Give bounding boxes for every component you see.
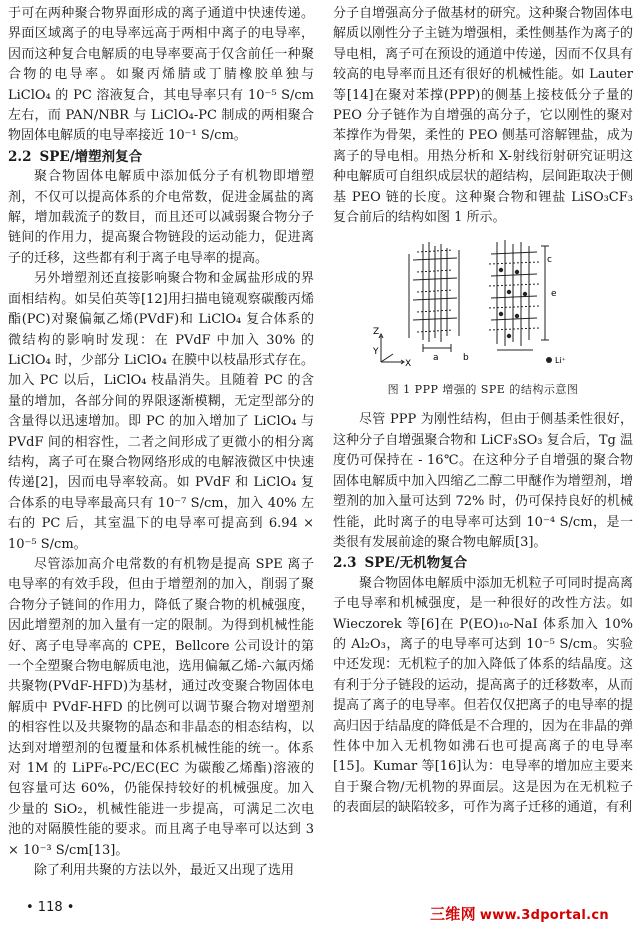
label-e: e	[551, 289, 557, 300]
section-number: 2.3	[333, 555, 357, 572]
watermark-cn: 三维网	[430, 905, 476, 923]
right-column	[333, 4, 633, 819]
label-a: a	[433, 353, 439, 364]
page-number: • 118 •	[26, 900, 75, 915]
paragraph: 除了利用共聚的方法以外，最近又出现了选用	[34, 863, 295, 879]
paragraph: 分子自增强高分子做基材的研究。这种聚合物固体电解质以刚性分子主链为增强相，柔性侧基作为离子的导电相，离子可在预设的通道中传递，因而不仅具有较高的电导率而且还有很好的机械性能。如 Lauter 等[14]在聚对苯撑(PPP)的侧基上接枝低分子量的 PEO 分子链作为自增强的高分子，它以刚性的聚对苯撑作为骨架，柔性的 PEO 侧基可溶解锂盐，成为离子的导电相。用热分析和 X-射线衍射研究证明这种电解质可自组织成层状的超结构，层间距取决于侧基 PEO 链的长度。这种聚合物和锂盐 LiSO₃CF₃ 复合前后的结构如图 1 所示。	[333, 6, 633, 226]
paragraph: 于可在两种聚合物界面形成的离子通道中快速传递。界面区域离子的电导率远高于两相中离子的电导率，因而这种复合电解质的电导率要高于仅含前任一种聚合物的电导率。如聚丙烯腈或丁腈橡胶单独与 LiClO₄ 的 PC 溶液复合，其电导率只有 10⁻⁵ S/cm 左右，而 PAN/NBR 与 LiClO₄-PC 制成的两相聚合物固体电解质的电导率接近 10⁻¹ S/cm。	[8, 6, 314, 144]
paragraph: 聚合物固体电解质中添加无机粒子可同时提高离子电导率和机械强度，是一种很好的改性方法。如 Wieczorek 等[6]在 P(EO)₁₀-NaI 体系加入 10% 的 Al₂O₃，离子的电导率可达到 10⁻⁵ S/cm。实验中还发现：无机粒子的加入降低了体系的结晶度。这有利于分子链段的运动，提高离子的迁移数率，从而提高了离子的电导率。但若仅仅把离子的电导率的提高归因于结晶度的降低是不合理的，因为在非晶的弹性体中加入无机物如沸石也可提高离子的电导率[15]。Kumar 等[16]认为：电导率的增加应主要来自于聚合物/无机物的界面层。这是因为在无机粒子的表面层的缺陷较多，可作为离子迁移的通道，有利	[333, 575, 633, 816]
axis-x-label: X	[405, 359, 412, 370]
section-title: SPE/增塑剂复合	[39, 148, 143, 165]
structure-diagram	[373, 232, 593, 376]
paragraph: 另外增塑剂还直接影响聚合物和金属盐形成的界面相结构。如吴伯英等[12]用扫描电镜观察碳酸丙烯酯(PC)对聚偏氟乙烯(PVdF)和 LiClO₄ 复合体系的微结构的影响时发现：在 PVdF 中加入 30% 的 LiClO₄ 时，少部分 LiClO₄ 在膜中以枝晶形式存在。加入 PC 以后，LiClO₄ 枝晶消失。且随着 PC 的含量的增加，各部分间的界限逐渐模糊，无定型部分的含量得以迅速增加。即 PC 的加入增加了 LiClO₄ 与 PVdF 间的相容性，二者之间形成了更微小的相分离结构，离子可在聚合物网络形成的电解液微区中快速传递[2]，因而电导率较高。如 PVdF 和 LiClO₄ 复合体系的电导率最高只有 10⁻⁷ S/cm，加入 40% 左右的 PC 后，其室温下的电导率可提高到 6.94 × 10⁻⁵ S/cm。	[8, 271, 314, 552]
axis-z-label: Z	[373, 327, 380, 338]
label-c: c	[547, 255, 552, 266]
paragraph: 尽管 PPP 为刚性结构，但由于侧基柔性很好，这种分子自增强聚合物和 LiCF₃SO₃ 复合后，Tg 温度仍可保持在 - 16℃。在这种分子自增强的聚合物固体电解质中加入四缩乙二醇二甲醚作为增塑剂，增塑剂的加入量可达到 72% 时，仍可保持良好的机械性能，此时离子的电导率可达到 10⁻⁴ S/cm，是一类很有发展前途的聚合物电解质[3]。	[333, 412, 633, 550]
axis-y-label: Y	[373, 347, 379, 358]
section-title: SPE/无机物复合	[364, 555, 468, 572]
paragraph: 聚合物固体电解质中添加低分子有机物即增塑剂，不仅可以提高体系的介电常数，促进金属盐的离解，增加载流子的数目，而且还可以减弱聚合物分子链间的作用力，提高聚合物链段的运动能力，促进离子的迁移，这些都有利于离子电导率的提高。	[8, 169, 314, 266]
label-b: b	[463, 353, 469, 364]
figure-1	[333, 232, 633, 376]
section-heading-2-3	[333, 553, 633, 573]
watermark	[430, 903, 609, 924]
li-ion-legend-marker	[546, 357, 552, 363]
paragraph: 尽管添加高介电常数的有机物是提高 SPE 离子电导率的有效手段，但由于增塑剂的加入，削弱了聚合物分子链间的作用力，降低了聚合物的机械强度，因此增塑剂的加入量有一定的限制。为得到机械性能好、离子电导率高的 CPE，Bellcore 公司设计的第一个全塑聚合物电解质电池，选用偏氟乙烯-六氟丙烯共聚物(PVdF-HFD)为基材，通过改变聚合物固体电解质中 PVdF-HFD 的比例可以调节聚合物对增塑剂的相容性以及共聚物的晶态和非晶态的相态结构，以达到对增塑剂的包覆量和体系机械性能的统一。体系对 1M 的 LiPF₆-PC/EC(EC 为碳酸乙烯酯)溶液的包容量可达 60%，仍能保持较好的机械强度。加入少量的 SiO₂，机械性能进一步提高，可满足二次电池的对隔膜性能的要求。而且离子电导率可以达到 3 × 10⁻³ S/cm[13]。	[8, 556, 314, 858]
ppp-backbone-left	[413, 242, 457, 342]
watermark-url: www.3dportal.cn	[479, 908, 609, 923]
section-heading-2-2	[8, 147, 314, 167]
left-column	[8, 4, 314, 881]
figure-caption: 图 1 PPP 增强的 SPE 的结构示意图	[387, 383, 579, 397]
legend-label: Li⁺	[555, 356, 566, 366]
section-number: 2.2	[8, 148, 32, 165]
